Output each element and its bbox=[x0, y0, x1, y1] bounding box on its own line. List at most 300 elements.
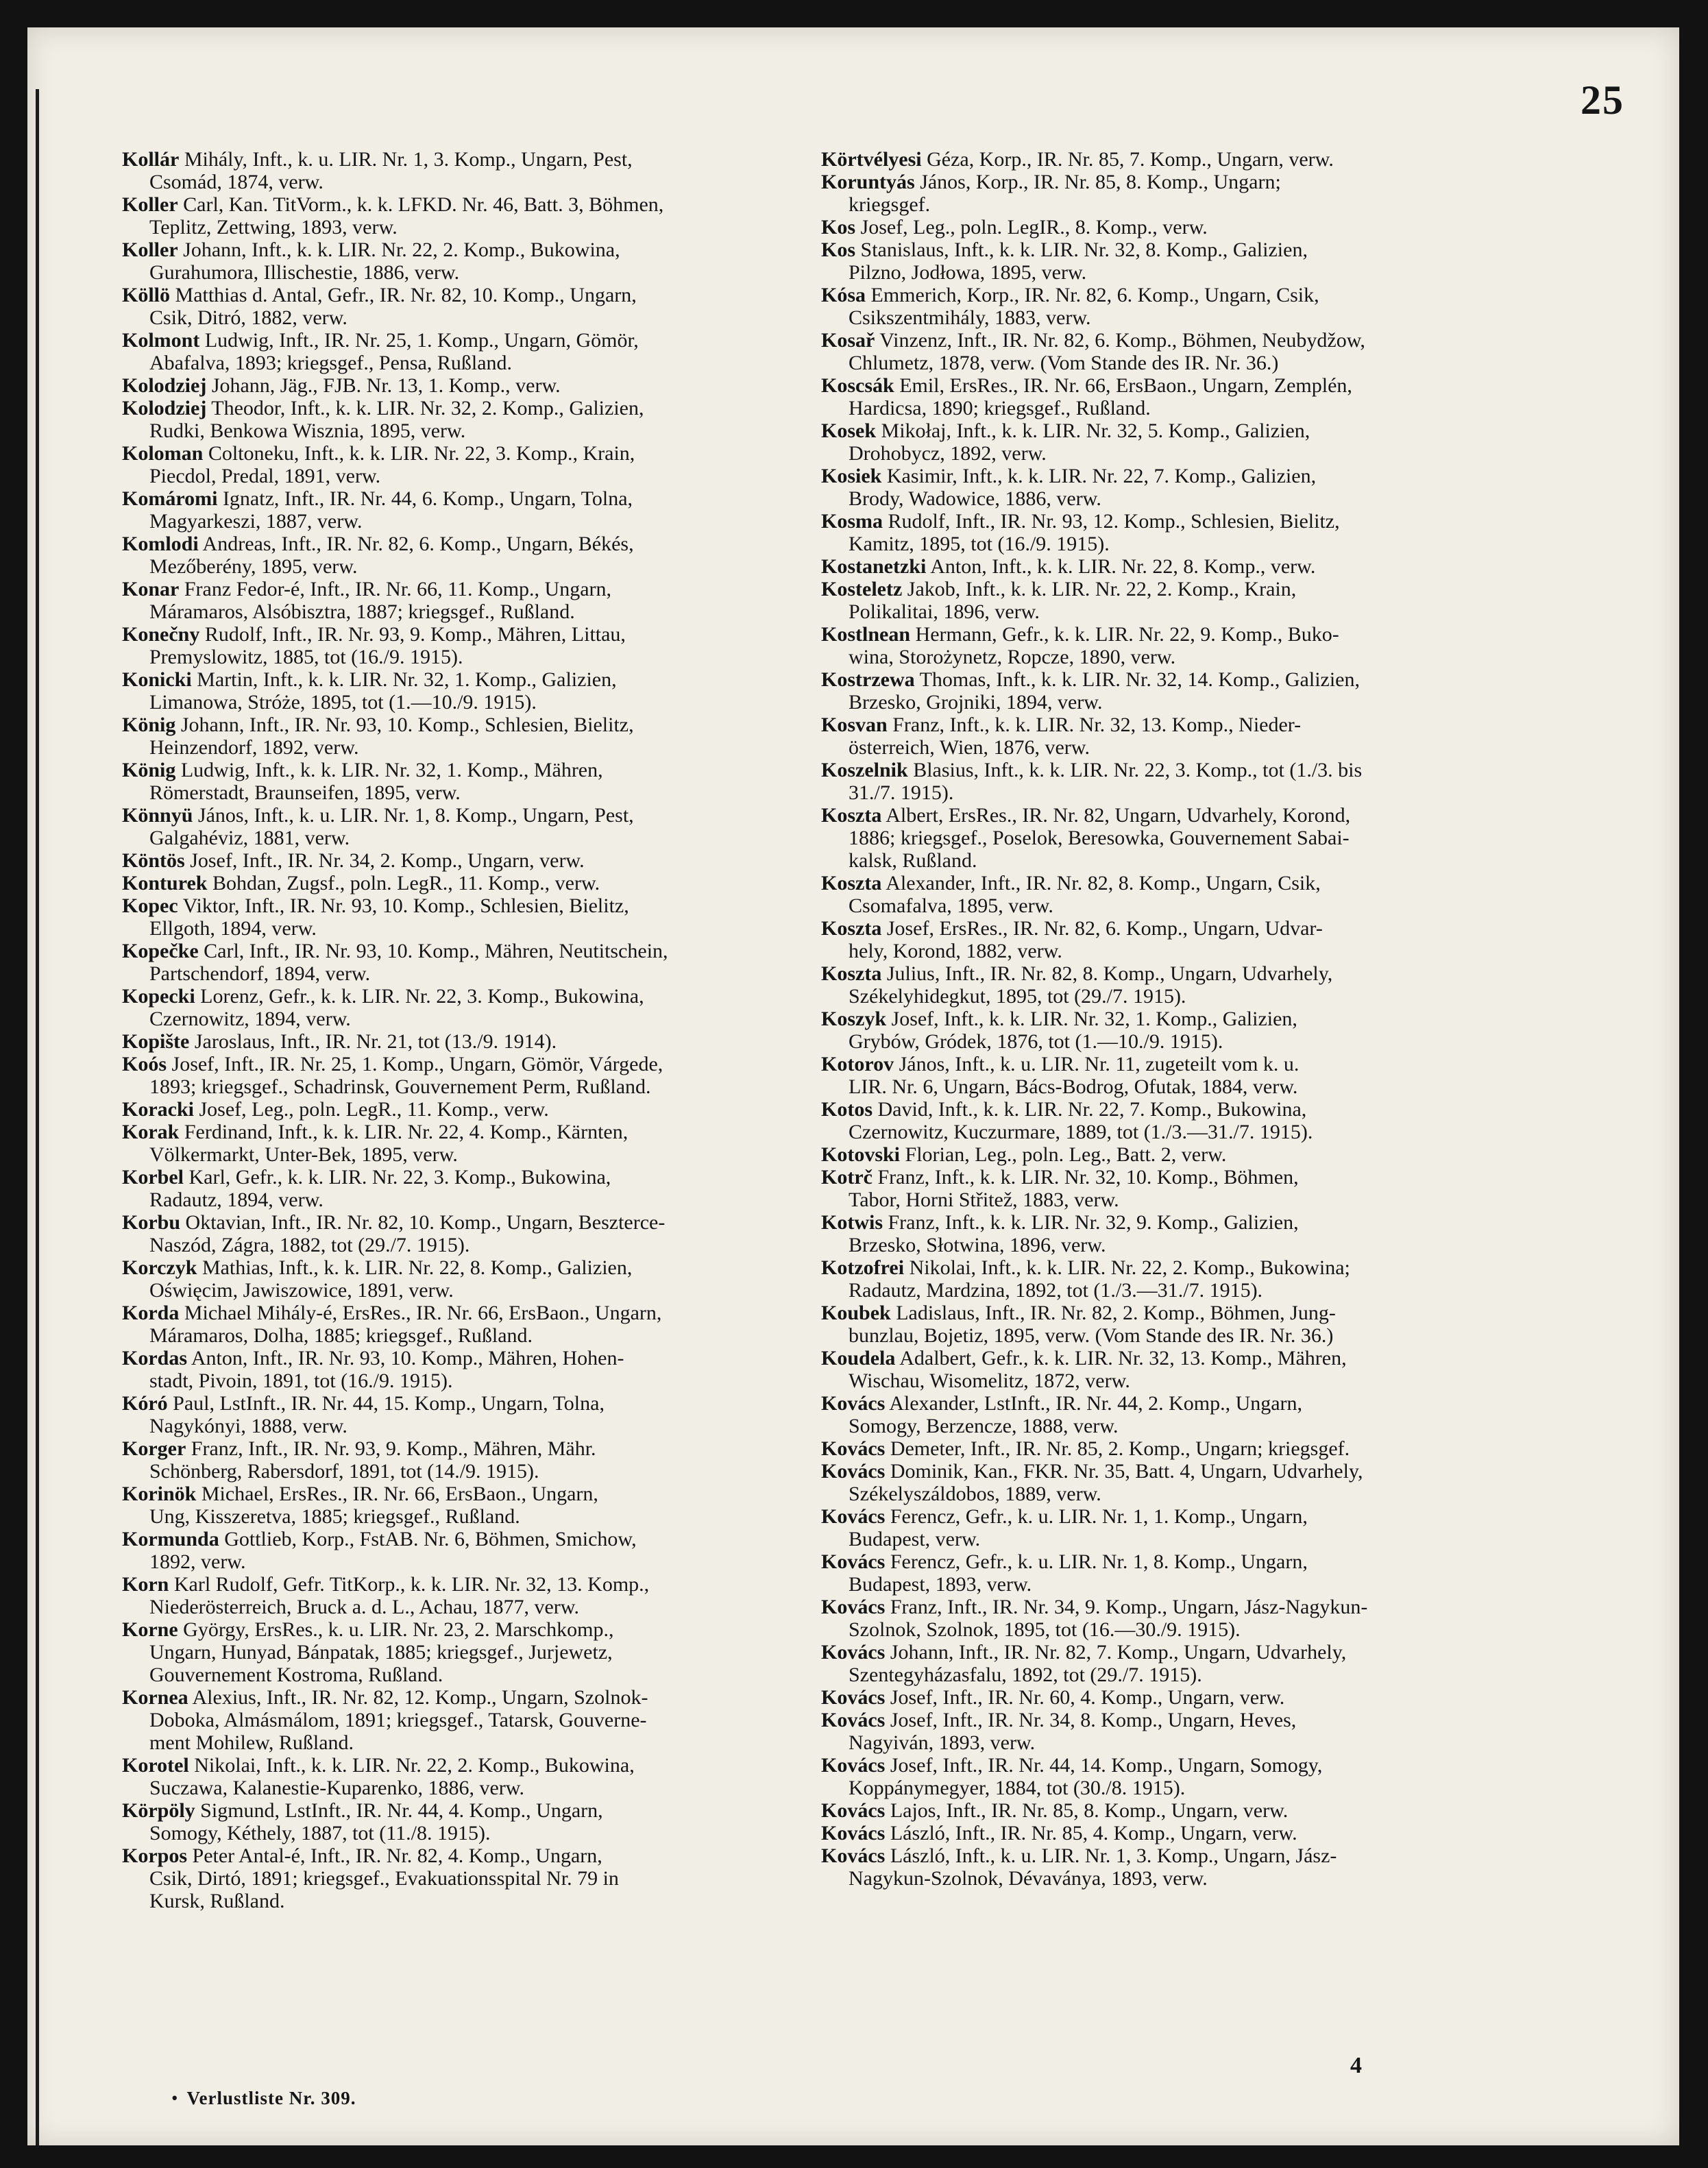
entry-surname: Kovács bbox=[821, 1799, 886, 1822]
entry-line: stadt, Pivoin, 1891, tot (16./9. 1915). bbox=[149, 1369, 453, 1392]
entry-line: Oktavian, Inft., IR. Nr. 82, 10. Komp., Ungarn, Beszterce- bbox=[185, 1211, 666, 1234]
entry-line: Gottlieb, Korp., FstAB. Nr. 6, Böhmen, Smichow, bbox=[224, 1528, 637, 1550]
entry-line: Hardicsa, 1890; kriegsgef., Rußland. bbox=[849, 397, 1151, 419]
entry-surname: Koubek bbox=[821, 1302, 891, 1324]
entry-line: Ferencz, Gefr., k. u. LIR. Nr. 1, 8. Komp., Ungarn, bbox=[890, 1550, 1308, 1573]
list-entry bbox=[122, 1053, 801, 1098]
footer-sheet-number: 4 bbox=[1350, 2053, 1362, 2078]
entry-surname: Kolmont bbox=[122, 329, 200, 352]
entry-line: Chlumetz, 1878, verw. (Vom Stande des IR. Nr. 36.) bbox=[849, 352, 1279, 374]
list-entry bbox=[821, 668, 1500, 714]
entry-surname: Kosek bbox=[821, 419, 877, 442]
list-entry bbox=[821, 759, 1500, 804]
entry-surname: Kovács bbox=[821, 1460, 886, 1483]
entry-line: Josef, Inft., k. k. LIR. Nr. 32, 1. Komp., Galizien, bbox=[891, 1008, 1297, 1030]
list-entry bbox=[821, 1437, 1500, 1460]
entry-surname: Kollár bbox=[122, 148, 180, 171]
list-entry bbox=[821, 1822, 1500, 1844]
entry-line: Csomád, 1874, verw. bbox=[149, 171, 324, 193]
list-entry bbox=[122, 804, 801, 849]
entry-line: 1892, verw. bbox=[149, 1550, 246, 1573]
entry-surname: Kovács bbox=[821, 1392, 886, 1415]
list-entry bbox=[821, 1460, 1500, 1505]
entry-surname: Kosiek bbox=[821, 465, 882, 487]
entry-surname: Koller bbox=[122, 193, 178, 216]
entry-line: österreich, Wien, 1876, verw. bbox=[849, 736, 1090, 759]
entry-line: Budapest, verw. bbox=[849, 1528, 981, 1550]
entry-line: Somogy, Kéthely, 1887, tot (11./8. 1915). bbox=[149, 1822, 491, 1844]
entry-line: Budapest, 1893, verw. bbox=[849, 1573, 1032, 1596]
entry-line: Koppánymegyer, 1884, tot (30./8. 1915). bbox=[849, 1777, 1186, 1799]
entry-line: 31./7. 1915). bbox=[849, 781, 954, 804]
list-entry bbox=[122, 533, 801, 578]
entry-line: Alexander, LstInft., IR. Nr. 44, 2. Komp., Ungarn, bbox=[889, 1392, 1303, 1415]
footer-list-label: Verlustliste Nr. 309. bbox=[186, 2088, 356, 2108]
binding-edge bbox=[36, 89, 54, 2145]
entry-line: 1886; kriegsgef., Poselok, Beresowka, Gouvernement Sabai- bbox=[849, 827, 1350, 849]
entry-surname: Kostrzewa bbox=[821, 668, 915, 691]
entry-line: Alexius, Inft., IR. Nr. 82, 12. Komp., Ungarn, Szolnok- bbox=[192, 1686, 648, 1709]
entry-surname: Kóró bbox=[122, 1392, 168, 1415]
entry-line: Adalbert, Gefr., k. k. LIR. Nr. 32, 13. Komp., Mähren, bbox=[899, 1347, 1347, 1369]
list-entry bbox=[122, 872, 801, 894]
entry-line: Viktor, Inft., IR. Nr. 93, 10. Komp., Schlesien, Bielitz, bbox=[182, 894, 629, 917]
list-entry bbox=[821, 623, 1500, 668]
list-entry bbox=[122, 1437, 801, 1483]
entry-surname: Kovács bbox=[821, 1550, 886, 1573]
entry-line: Blasius, Inft., k. k. LIR. Nr. 22, 3. Komp., tot (1./3. bis bbox=[913, 759, 1363, 781]
entry-surname: Koszelnik bbox=[821, 759, 908, 781]
entry-line: László, Inft., k. u. LIR. Nr. 1, 3. Komp., Ungarn, Jász- bbox=[890, 1844, 1337, 1867]
entry-surname: Körtvélyesi bbox=[821, 148, 922, 171]
entry-surname: Köllö bbox=[122, 284, 171, 306]
entry-surname: Kovács bbox=[821, 1437, 886, 1460]
list-entry bbox=[821, 1256, 1500, 1302]
entry-line: Magyarkeszi, 1887, verw. bbox=[149, 510, 363, 533]
list-entry bbox=[821, 1302, 1500, 1347]
entry-line: Dominik, Kan., FKR. Nr. 35, Batt. 4, Ungarn, Udvarhely, bbox=[890, 1460, 1363, 1483]
entry-line: Czernowitz, 1894, verw. bbox=[149, 1008, 351, 1030]
entry-line: Czernowitz, Kuczurmare, 1889, tot (1./3.—31./7. 1915). bbox=[849, 1121, 1313, 1143]
entry-line: Andreas, Inft., IR. Nr. 82, 6. Komp., Ungarn, Békés, bbox=[202, 533, 634, 555]
list-entry bbox=[122, 1483, 801, 1528]
entry-line: Nikolai, Inft., k. k. LIR. Nr. 22, 2. Komp., Bukowina; bbox=[909, 1256, 1350, 1279]
list-entry bbox=[821, 1844, 1500, 1890]
list-entry bbox=[122, 1098, 801, 1121]
list-entry bbox=[821, 1709, 1500, 1754]
entry-line: Josef, Inft., IR. Nr. 25, 1. Komp., Ungarn, Gömör, Várgede, bbox=[171, 1053, 663, 1075]
entry-surname: Konečny bbox=[122, 623, 200, 646]
entry-line: Tabor, Horni Střitež, 1883, verw. bbox=[849, 1189, 1119, 1211]
entry-line: Martin, Inft., k. k. LIR. Nr. 32, 1. Komp., Galizien, bbox=[197, 668, 617, 691]
list-entry bbox=[821, 1143, 1500, 1166]
list-entry bbox=[122, 1528, 801, 1573]
entry-line: kriegsgef. bbox=[849, 193, 931, 216]
list-entry bbox=[122, 1686, 801, 1754]
list-entry bbox=[122, 623, 801, 668]
entry-surname: Korak bbox=[122, 1121, 180, 1143]
list-entry bbox=[122, 668, 801, 714]
entry-surname: Korda bbox=[122, 1302, 180, 1324]
entry-line: Carl, Kan. TitVorm., k. k. LFKD. Nr. 46, Batt. 3, Böhmen, bbox=[183, 193, 664, 216]
entry-line: Ellgoth, 1894, verw. bbox=[149, 917, 317, 940]
entry-surname: Korinök bbox=[122, 1483, 197, 1505]
list-entry bbox=[122, 985, 801, 1030]
entry-line: kalsk, Rußland. bbox=[849, 849, 977, 872]
entry-line: Ludwig, Inft., k. k. LIR. Nr. 32, 1. Komp., Mähren, bbox=[180, 759, 603, 781]
list-entry bbox=[821, 1166, 1500, 1211]
entry-surname: Koós bbox=[122, 1053, 167, 1075]
entry-line: Josef, Inft., IR. Nr. 60, 4. Komp., Ungarn, verw. bbox=[890, 1686, 1285, 1709]
entry-surname: Koszta bbox=[821, 872, 882, 894]
entry-line: Josef, ErsRes., IR. Nr. 82, 6. Komp., Ungarn, Udvar- bbox=[886, 917, 1323, 940]
entry-line: Abafalva, 1893; kriegsgef., Pensa, Rußland. bbox=[149, 352, 513, 374]
entry-line: Premyslowitz, 1885, tot (16./9. 1915). bbox=[149, 646, 463, 668]
entry-line: 1893; kriegsgef., Schadrinsk, Gouvernement Perm, Rußland. bbox=[149, 1075, 651, 1098]
list-entry bbox=[821, 284, 1500, 329]
list-entry bbox=[122, 284, 801, 329]
entry-surname: Kotrč bbox=[821, 1166, 873, 1189]
entry-line: Szentegyházasfalu, 1892, tot (29./7. 1915). bbox=[849, 1664, 1202, 1686]
entry-surname: Kosař bbox=[821, 329, 875, 352]
entry-line: Máramaros, Alsóbisztra, 1887; kriegsgef., Rußland. bbox=[149, 600, 575, 623]
entry-surname: Kopište bbox=[122, 1030, 190, 1053]
entry-line: Lorenz, Gefr., k. k. LIR. Nr. 22, 3. Komp., Bukowina, bbox=[200, 985, 644, 1008]
entry-surname: Kolodziej bbox=[122, 374, 207, 397]
entry-line: Grybów, Gródek, 1876, tot (1.—10./9. 1915). bbox=[849, 1030, 1223, 1053]
list-entry bbox=[821, 148, 1500, 171]
list-entry bbox=[821, 171, 1500, 216]
entry-line: Suczawa, Kalanestie-Kuparenko, 1886, verw. bbox=[149, 1777, 525, 1799]
list-entry bbox=[821, 1053, 1500, 1098]
entry-line: János, Inft., k. u. LIR. Nr. 1, 8. Komp., Ungarn, Pest, bbox=[197, 804, 634, 827]
entry-line: Demeter, Inft., IR. Nr. 85, 2. Komp., Ungarn; kriegsgef. bbox=[890, 1437, 1350, 1460]
list-entry bbox=[821, 714, 1500, 759]
list-entry bbox=[821, 329, 1500, 374]
entry-line: Rudolf, Inft., IR. Nr. 93, 12. Komp., Schlesien, Bielitz, bbox=[888, 510, 1340, 533]
entry-surname: Kotorov bbox=[821, 1053, 894, 1075]
entry-line: Csik, Ditró, 1882, verw. bbox=[149, 306, 347, 329]
list-entry bbox=[821, 1008, 1500, 1053]
list-entry bbox=[122, 1618, 801, 1686]
list-entry bbox=[821, 555, 1500, 578]
entry-line: Doboka, Almásmálom, 1891; kriegsgef., Tatarsk, Gouverne- bbox=[149, 1709, 647, 1731]
entry-surname: König bbox=[122, 714, 176, 736]
entry-line: Coltoneku, Inft., k. k. LIR. Nr. 22, 3. Komp., Krain, bbox=[208, 442, 635, 465]
list-entry bbox=[821, 1641, 1500, 1686]
entry-surname: Koscsák bbox=[821, 374, 894, 397]
entry-line: Heinzendorf, 1892, verw. bbox=[149, 736, 359, 759]
entry-line: Géza, Korp., IR. Nr. 85, 7. Komp., Ungarn, verw. bbox=[927, 148, 1334, 171]
entry-line: Bohdan, Zugsf., poln. LegR., 11. Komp., verw. bbox=[212, 872, 600, 894]
entry-line: Carl, Inft., IR. Nr. 93, 10. Komp., Mähren, Neutitschein, bbox=[204, 940, 668, 962]
entry-surname: Kopec bbox=[122, 894, 178, 917]
list-entry bbox=[821, 1505, 1500, 1550]
list-entry bbox=[122, 1754, 801, 1799]
entry-surname: Komlodi bbox=[122, 533, 199, 555]
list-entry bbox=[122, 397, 801, 442]
right-column bbox=[821, 148, 1500, 1890]
entry-line: László, Inft., IR. Nr. 85, 4. Komp., Ungarn, verw. bbox=[890, 1822, 1297, 1844]
list-entry bbox=[821, 465, 1500, 510]
entry-line: Wischau, Wisomelitz, 1872, verw. bbox=[849, 1369, 1130, 1392]
entry-surname: Konicki bbox=[122, 668, 192, 691]
entry-line: Brzesko, Słotwina, 1896, verw. bbox=[849, 1234, 1106, 1256]
list-entry bbox=[821, 578, 1500, 623]
entry-line: Römerstadt, Braunseifen, 1895, verw. bbox=[149, 781, 461, 804]
entry-line: Michael Mihály-é, ErsRes., IR. Nr. 66, ErsBaon., Ungarn, bbox=[184, 1302, 662, 1324]
list-entry bbox=[122, 442, 801, 487]
entry-line: Somogy, Berzencze, 1888, verw. bbox=[849, 1415, 1119, 1437]
entry-surname: Kovács bbox=[821, 1822, 886, 1844]
list-entry bbox=[122, 148, 801, 193]
list-entry bbox=[122, 1392, 801, 1437]
entry-surname: Kovács bbox=[821, 1596, 886, 1618]
entry-surname: Kovács bbox=[821, 1505, 886, 1528]
entry-surname: Koszta bbox=[821, 804, 882, 827]
entry-surname: Korotel bbox=[122, 1754, 189, 1777]
entry-surname: Körpöly bbox=[122, 1799, 195, 1822]
entry-surname: Konturek bbox=[122, 872, 208, 894]
list-entry bbox=[122, 759, 801, 804]
entry-surname: Kosma bbox=[821, 510, 883, 533]
entry-line: Naszód, Zágra, 1882, tot (29./7. 1915). bbox=[149, 1234, 470, 1256]
list-entry bbox=[122, 578, 801, 623]
entry-surname: Kosteletz bbox=[821, 578, 903, 600]
entry-line: Thomas, Inft., k. k. LIR. Nr. 32, 14. Komp., Galizien, bbox=[919, 668, 1361, 691]
entry-line: Csik, Dirtó, 1891; kriegsgef., Evakuationsspital Nr. 79 in bbox=[149, 1867, 619, 1890]
entry-line: Polikalitai, 1896, verw. bbox=[849, 600, 1040, 623]
entry-line: bunzlau, Bojetiz, 1895, verw. (Vom Stande des IR. Nr. 36.) bbox=[849, 1324, 1334, 1347]
entry-line: György, ErsRes., k. u. LIR. Nr. 23, 2. Marschkomp., bbox=[183, 1618, 614, 1641]
entry-line: Johann, Inft., IR. Nr. 82, 7. Komp., Ungarn, Udvarhely, bbox=[890, 1641, 1347, 1664]
list-entry bbox=[821, 419, 1500, 465]
list-entry bbox=[122, 849, 801, 872]
entry-line: Jaroslaus, Inft., IR. Nr. 21, tot (13./9. 1914). bbox=[194, 1030, 557, 1053]
list-entry bbox=[122, 1799, 801, 1844]
list-entry bbox=[122, 1256, 801, 1302]
list-entry bbox=[122, 894, 801, 940]
entry-surname: Kósa bbox=[821, 284, 866, 306]
entry-surname: Kornea bbox=[122, 1686, 188, 1709]
entry-line: wina, Storożynetz, Ropcze, 1890, verw. bbox=[849, 646, 1176, 668]
entry-line: Limanowa, Stróże, 1895, tot (1.—10./9. 1915). bbox=[149, 691, 537, 714]
entry-line: Josef, Leg., poln. LegR., 11. Komp., verw. bbox=[199, 1098, 549, 1121]
entry-line: Franz, Inft., k. k. LIR. Nr. 32, 10. Komp., Böhmen, bbox=[877, 1166, 1299, 1189]
entry-surname: Koudela bbox=[821, 1347, 896, 1369]
entry-line: Matthias d. Antal, Gefr., IR. Nr. 82, 10. Komp., Ungarn, bbox=[175, 284, 637, 306]
list-entry bbox=[122, 1844, 801, 1912]
entry-surname: Kostanetzki bbox=[821, 555, 927, 578]
left-column bbox=[122, 148, 801, 1912]
entry-line: Peter Antal-é, Inft., IR. Nr. 82, 4. Komp., Ungarn, bbox=[192, 1844, 602, 1867]
entry-line: Kasimir, Inft., k. k. LIR. Nr. 22, 7. Komp., Galizien, bbox=[886, 465, 1317, 487]
entry-line: Nagykónyi, 1888, verw. bbox=[149, 1415, 347, 1437]
list-entry bbox=[122, 329, 801, 374]
entry-line: David, Inft., k. k. LIR. Nr. 22, 7. Komp., Bukowina, bbox=[877, 1098, 1307, 1121]
footer-bullet: • bbox=[171, 2088, 179, 2108]
entry-line: Mezőberény, 1895, verw. bbox=[149, 555, 358, 578]
entry-surname: Kovács bbox=[821, 1686, 886, 1709]
entry-line: Teplitz, Zettwing, 1893, verw. bbox=[149, 216, 398, 239]
entry-surname: Koracki bbox=[122, 1098, 194, 1121]
entry-line: Csomafalva, 1895, verw. bbox=[849, 894, 1053, 917]
entry-line: Florian, Leg., poln. Leg., Batt. 2, verw. bbox=[905, 1143, 1227, 1166]
list-entry bbox=[821, 1392, 1500, 1437]
entry-line: Alexander, Inft., IR. Nr. 82, 8. Komp., Ungarn, Csik, bbox=[886, 872, 1321, 894]
entry-surname: Koszyk bbox=[821, 1008, 887, 1030]
entry-line: Franz, Inft., IR. Nr. 34, 9. Komp., Ungarn, Jász-Nagykun- bbox=[890, 1596, 1368, 1618]
entry-line: Anton, Inft., k. k. LIR. Nr. 22, 8. Komp., verw. bbox=[930, 555, 1316, 578]
entry-line: Franz Fedor-é, Inft., IR. Nr. 66, 11. Komp., Ungarn, bbox=[184, 578, 612, 600]
entry-line: Oświęcim, Jawiszowice, 1891, verw. bbox=[149, 1279, 454, 1302]
footer-list-reference bbox=[171, 2088, 356, 2109]
entry-line: Johann, Inft., IR. Nr. 93, 10. Komp., Schlesien, Bielitz, bbox=[180, 714, 634, 736]
entry-line: Josef, Inft., IR. Nr. 34, 2. Komp., Ungarn, verw. bbox=[190, 849, 585, 872]
entry-line: LIR. Nr. 6, Ungarn, Bács-Bodrog, Ofutak, 1884, verw. bbox=[849, 1075, 1298, 1098]
entry-line: Vinzenz, Inft., IR. Nr. 82, 6. Komp., Böhmen, Neubydžow, bbox=[879, 329, 1365, 352]
list-entry bbox=[821, 1686, 1500, 1709]
list-entry bbox=[821, 1799, 1500, 1822]
entry-line: Emil, ErsRes., IR. Nr. 66, ErsBaon., Ungarn, Zemplén, bbox=[899, 374, 1352, 397]
list-entry bbox=[122, 940, 801, 985]
list-entry bbox=[821, 962, 1500, 1008]
list-entry bbox=[821, 239, 1500, 284]
entry-surname: Kotwis bbox=[821, 1211, 883, 1234]
entry-surname: Kopecki bbox=[122, 985, 195, 1008]
entry-line: Ludwig, Inft., IR. Nr. 25, 1. Komp., Ungarn, Gömör, bbox=[204, 329, 639, 352]
entry-line: Gouvernement Kostroma, Rußland. bbox=[149, 1664, 443, 1686]
entry-surname: Korne bbox=[122, 1618, 178, 1641]
entry-line: Mikołaj, Inft., k. k. LIR. Nr. 32, 5. Komp., Galizien, bbox=[881, 419, 1310, 442]
list-entry bbox=[122, 1573, 801, 1618]
entry-line: Ladislaus, Inft., IR. Nr. 82, 2. Komp., Böhmen, Jung- bbox=[896, 1302, 1336, 1324]
entry-line: Lajos, Inft., IR. Nr. 85, 8. Komp., Ungarn, verw. bbox=[890, 1799, 1289, 1822]
entry-surname: Kotos bbox=[821, 1098, 873, 1121]
entry-surname: Koloman bbox=[122, 442, 204, 465]
list-entry bbox=[122, 714, 801, 759]
entry-surname: Kolodziej bbox=[122, 397, 207, 419]
list-entry bbox=[821, 374, 1500, 419]
entry-line: Drohobycz, 1892, verw. bbox=[849, 442, 1047, 465]
entry-line: Michael, ErsRes., IR. Nr. 66, ErsBaon., Ungarn, bbox=[201, 1483, 598, 1505]
entry-line: János, Korp., IR. Nr. 85, 8. Komp., Ungarn; bbox=[920, 171, 1281, 193]
entry-line: Franz, Inft., k. k. LIR. Nr. 32, 13. Komp., Nieder- bbox=[892, 714, 1302, 736]
list-entry bbox=[122, 374, 801, 397]
entry-line: Josef, Leg., poln. LegIR., 8. Komp., verw. bbox=[860, 216, 1208, 239]
page-number: 25 bbox=[1581, 77, 1624, 123]
entry-line: Máramaros, Dolha, 1885; kriegsgef., Rußland. bbox=[149, 1324, 533, 1347]
entry-surname: Köntös bbox=[122, 849, 185, 872]
entry-line: Ungarn, Hunyad, Bánpatak, 1885; kriegsgef., Jurjewetz, bbox=[149, 1641, 613, 1664]
list-entry bbox=[122, 239, 801, 284]
entry-line: Schönberg, Rabersdorf, 1891, tot (14./9. 1915). bbox=[149, 1460, 539, 1483]
entry-line: Szolnok, Szolnok, 1895, tot (16.—30./9. 1915). bbox=[849, 1618, 1241, 1641]
list-entry bbox=[122, 1030, 801, 1053]
entry-line: Pilzno, Jodłowa, 1895, verw. bbox=[849, 261, 1087, 284]
entry-line: Ignatz, Inft., IR. Nr. 44, 6. Komp., Ungarn, Tolna, bbox=[222, 487, 633, 510]
entry-surname: Korn bbox=[122, 1573, 169, 1596]
entry-surname: König bbox=[122, 759, 176, 781]
entry-line: Stanislaus, Inft., k. k. LIR. Nr. 32, 8. Komp., Galizien, bbox=[860, 239, 1308, 261]
list-entry bbox=[122, 1302, 801, 1347]
entry-line: Partschendorf, 1894, verw. bbox=[149, 962, 371, 985]
entry-line: Josef, Inft., IR. Nr. 44, 14. Komp., Ungarn, Somogy, bbox=[890, 1754, 1323, 1777]
entry-line: Johann, Inft., k. k. LIR. Nr. 22, 2. Komp., Bukowina, bbox=[183, 239, 620, 261]
entry-line: Karl Rudolf, Gefr. TitKorp., k. k. LIR. Nr. 32, 13. Komp., bbox=[173, 1573, 650, 1596]
entry-line: Franz, Inft., IR. Nr. 93, 9. Komp., Mähren, Mähr. bbox=[191, 1437, 596, 1460]
list-entry bbox=[122, 1211, 801, 1256]
entry-line: Johann, Jäg., FJB. Nr. 13, 1. Komp., verw. bbox=[211, 374, 561, 397]
entry-line: Theodor, Inft., k. k. LIR. Nr. 32, 2. Komp., Galizien, bbox=[211, 397, 644, 419]
entry-line: Nikolai, Inft., k. k. LIR. Nr. 22, 2. Komp., Bukowina, bbox=[194, 1754, 635, 1777]
entry-line: Ung, Kisszeretva, 1885; kriegsgef., Rußland. bbox=[149, 1505, 520, 1528]
entry-surname: Korczyk bbox=[122, 1256, 197, 1279]
entry-surname: Könnyü bbox=[122, 804, 193, 827]
entry-line: Sigmund, LstInft., IR. Nr. 44, 4. Komp., Ungarn, bbox=[200, 1799, 603, 1822]
entry-line: Gurahumora, Illischestie, 1886, verw. bbox=[149, 261, 460, 284]
entry-line: Nagykun-Szolnok, Dévaványa, 1893, verw. bbox=[849, 1867, 1208, 1890]
list-entry bbox=[122, 1347, 801, 1392]
entry-line: Karl, Gefr., k. k. LIR. Nr. 22, 3. Komp., Bukowina, bbox=[188, 1166, 611, 1189]
list-entry bbox=[821, 1211, 1500, 1256]
entry-line: Radautz, 1894, verw. bbox=[149, 1189, 324, 1211]
entry-surname: Kos bbox=[821, 239, 856, 261]
entry-line: János, Inft., k. u. LIR. Nr. 11, zugeteilt vom k. u. bbox=[899, 1053, 1300, 1075]
entry-surname: Korbel bbox=[122, 1166, 184, 1189]
entry-line: Mihály, Inft., k. u. LIR. Nr. 1, 3. Komp., Ungarn, Pest, bbox=[184, 148, 633, 171]
entry-surname: Kovács bbox=[821, 1754, 886, 1777]
entry-line: Völkermarkt, Unter-Bek, 1895, verw. bbox=[149, 1143, 458, 1166]
list-entry bbox=[821, 872, 1500, 917]
entry-line: ment Mohilew, Rußland. bbox=[149, 1731, 354, 1754]
list-entry bbox=[122, 487, 801, 533]
entry-surname: Konar bbox=[122, 578, 180, 600]
entry-line: Ferencz, Gefr., k. u. LIR. Nr. 1, 1. Komp., Ungarn, bbox=[890, 1505, 1308, 1528]
list-entry bbox=[821, 1754, 1500, 1799]
entry-surname: Kostlnean bbox=[821, 623, 911, 646]
entry-surname: Kotovski bbox=[821, 1143, 901, 1166]
entry-line: Rudki, Benkowa Wisznia, 1895, verw. bbox=[149, 419, 466, 442]
entry-line: Székelyhidegkut, 1895, tot (29./7. 1915). bbox=[849, 985, 1186, 1008]
entry-line: Kamitz, 1895, tot (16./9. 1915). bbox=[849, 533, 1110, 555]
entry-surname: Korger bbox=[122, 1437, 186, 1460]
list-entry bbox=[122, 193, 801, 239]
entry-line: hely, Korond, 1882, verw. bbox=[849, 940, 1062, 962]
list-entry bbox=[821, 216, 1500, 239]
list-entry bbox=[122, 1166, 801, 1211]
scanned-page bbox=[27, 27, 1679, 2145]
entry-line: Mathias, Inft., k. k. LIR. Nr. 22, 8. Komp., Galizien, bbox=[202, 1256, 633, 1279]
entry-line: Brody, Wadowice, 1886, verw. bbox=[849, 487, 1101, 510]
list-entry bbox=[122, 1121, 801, 1166]
entry-surname: Kosvan bbox=[821, 714, 888, 736]
list-entry bbox=[821, 917, 1500, 962]
entry-surname: Kovács bbox=[821, 1709, 886, 1731]
entry-surname: Kos bbox=[821, 216, 856, 239]
list-entry bbox=[821, 1596, 1500, 1641]
entry-surname: Kovács bbox=[821, 1844, 886, 1867]
list-entry bbox=[821, 1347, 1500, 1392]
entry-surname: Kordas bbox=[122, 1347, 188, 1369]
entry-line: Galgahéviz, 1881, verw. bbox=[149, 827, 350, 849]
entry-line: Székelyszáldobos, 1889, verw. bbox=[849, 1483, 1101, 1505]
entry-surname: Kopečke bbox=[122, 940, 199, 962]
entry-line: Ferdinand, Inft., k. k. LIR. Nr. 22, 4. Komp., Kärnten, bbox=[184, 1121, 629, 1143]
entry-line: Hermann, Gefr., k. k. LIR. Nr. 22, 9. Komp., Buko- bbox=[915, 623, 1339, 646]
entry-surname: Komáromi bbox=[122, 487, 218, 510]
list-entry bbox=[821, 1098, 1500, 1143]
